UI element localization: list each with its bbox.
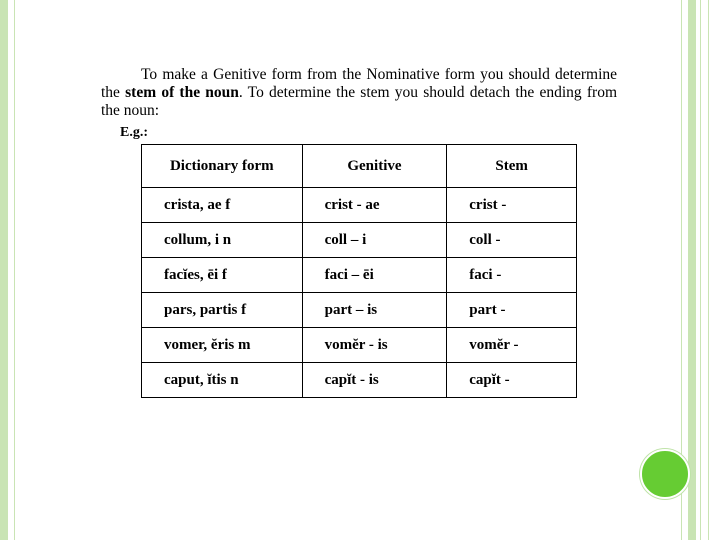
stem-cell: vomĕr - <box>447 328 577 363</box>
frame-left-bar <box>0 0 8 540</box>
table-row <box>142 328 577 363</box>
paragraph-text-1: To make a Genitive form from the Nominative form you should determine the <box>101 66 617 101</box>
header-genitive: Genitive <box>302 145 447 188</box>
dictionary-form-cell: pars, partis f <box>142 293 303 328</box>
stem-cell: faci - <box>447 258 577 293</box>
paragraph-bold-term: stem of the noun <box>125 84 239 101</box>
frame-right-line-2 <box>700 0 701 540</box>
table-row <box>142 188 577 223</box>
green-circle-decoration <box>640 449 690 499</box>
genitive-cell: faci – ēi <box>302 258 447 293</box>
stem-cell: part - <box>447 293 577 328</box>
stem-table <box>141 144 577 398</box>
genitive-cell: coll – i <box>302 223 447 258</box>
stem-cell: capĭt - <box>447 363 577 398</box>
frame-right-bar <box>688 0 696 540</box>
table-header-row <box>142 145 577 188</box>
dictionary-form-cell: caput, ĭtis n <box>142 363 303 398</box>
paragraph-text-2: . To determine the stem you should detach the ending from the noun: <box>101 84 618 119</box>
instruction-paragraph <box>101 66 617 120</box>
dictionary-form-cell: collum, i n <box>142 223 303 258</box>
header-dictionary-form: Dictionary form <box>142 145 303 188</box>
dictionary-form-cell: vomer, ĕris m <box>142 328 303 363</box>
stem-cell: crist - <box>447 188 577 223</box>
genitive-cell: crist - ae <box>302 188 447 223</box>
table-row <box>142 293 577 328</box>
genitive-cell: part – is <box>302 293 447 328</box>
genitive-cell: vomĕr - is <box>302 328 447 363</box>
dictionary-form-cell: crista, ae f <box>142 188 303 223</box>
dictionary-form-cell: facĭes, ēi f <box>142 258 303 293</box>
example-label: E.g.: <box>120 125 148 140</box>
genitive-cell: capĭt - is <box>302 363 447 398</box>
table-row <box>142 223 577 258</box>
frame-left-line <box>14 0 15 540</box>
table-row <box>142 363 577 398</box>
frame-right-line-3 <box>708 0 709 540</box>
stem-cell: coll - <box>447 223 577 258</box>
header-stem: Stem <box>447 145 577 188</box>
table-row <box>142 258 577 293</box>
